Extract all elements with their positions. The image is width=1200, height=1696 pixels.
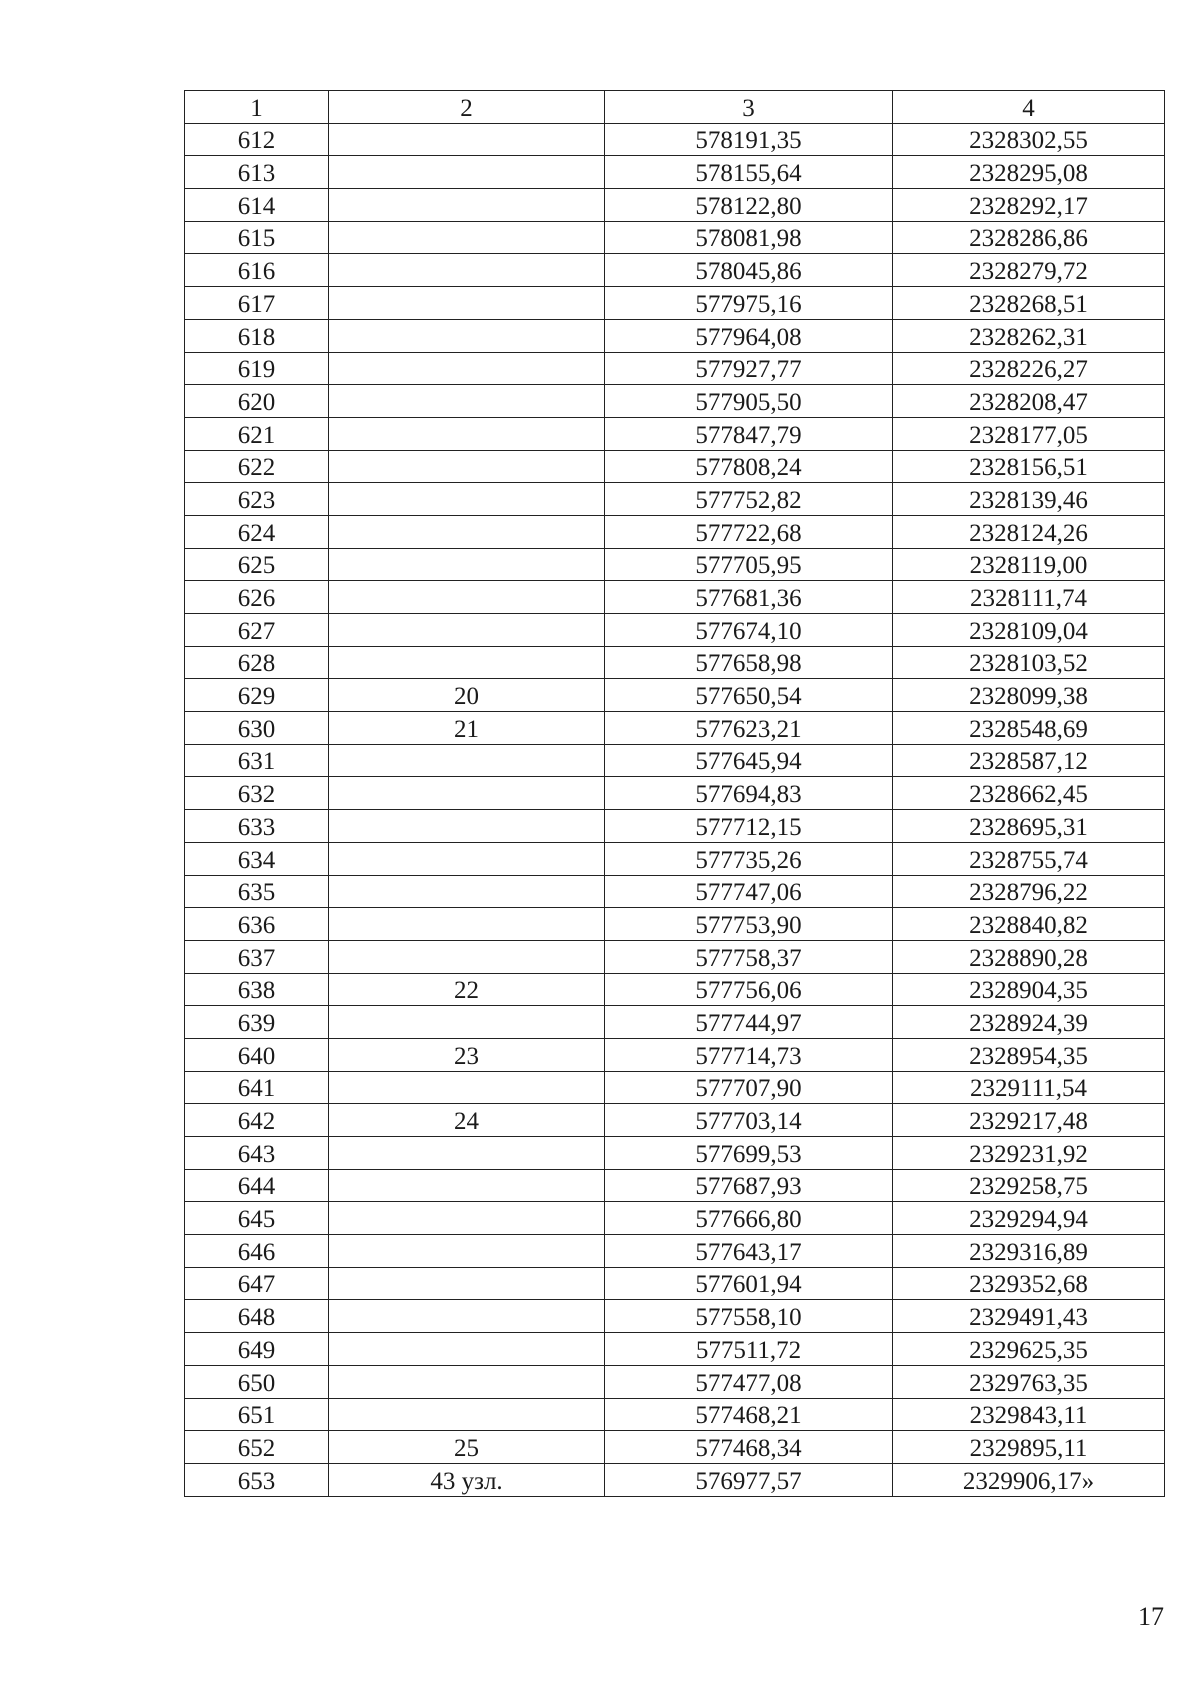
y-coordinate-cell: 2328286,86 xyxy=(893,221,1165,254)
table-row xyxy=(185,712,1165,745)
y-coordinate-cell: 2328840,82 xyxy=(893,908,1165,941)
node-number-cell xyxy=(329,940,605,973)
point-number-cell: 651 xyxy=(185,1398,329,1431)
point-number-cell: 621 xyxy=(185,417,329,450)
x-coordinate-cell: 577558,10 xyxy=(605,1300,893,1333)
y-coordinate-cell: 2329906,17» xyxy=(893,1463,1165,1496)
table-row xyxy=(185,548,1165,581)
point-number-cell: 634 xyxy=(185,842,329,875)
y-coordinate-cell: 2329625,35 xyxy=(893,1333,1165,1366)
node-number-cell xyxy=(329,875,605,908)
node-number-cell xyxy=(329,908,605,941)
table-row xyxy=(185,810,1165,843)
table-row xyxy=(185,1398,1165,1431)
point-number-cell: 642 xyxy=(185,1104,329,1137)
node-number-cell: 20 xyxy=(329,679,605,712)
x-coordinate-cell: 577752,82 xyxy=(605,483,893,516)
node-number-cell xyxy=(329,614,605,647)
node-number-cell xyxy=(329,287,605,320)
y-coordinate-cell: 2328156,51 xyxy=(893,450,1165,483)
node-number-cell xyxy=(329,221,605,254)
node-number-cell xyxy=(329,1006,605,1039)
y-coordinate-cell: 2328109,04 xyxy=(893,614,1165,647)
table-row xyxy=(185,1071,1165,1104)
point-number-cell: 645 xyxy=(185,1202,329,1235)
node-number-cell xyxy=(329,842,605,875)
x-coordinate-cell: 578191,35 xyxy=(605,123,893,156)
y-coordinate-cell: 2329491,43 xyxy=(893,1300,1165,1333)
point-number-cell: 636 xyxy=(185,908,329,941)
point-number-cell: 630 xyxy=(185,712,329,745)
table-row xyxy=(185,319,1165,352)
x-coordinate-cell: 577747,06 xyxy=(605,875,893,908)
x-coordinate-cell: 577694,83 xyxy=(605,777,893,810)
y-coordinate-cell: 2329316,89 xyxy=(893,1235,1165,1268)
x-coordinate-cell: 577758,37 xyxy=(605,940,893,973)
node-number-cell xyxy=(329,744,605,777)
point-number-cell: 653 xyxy=(185,1463,329,1496)
point-number-cell: 632 xyxy=(185,777,329,810)
point-number-cell: 648 xyxy=(185,1300,329,1333)
y-coordinate-cell: 2328279,72 xyxy=(893,254,1165,287)
y-coordinate-cell: 2328755,74 xyxy=(893,842,1165,875)
node-number-cell: 22 xyxy=(329,973,605,1006)
point-number-cell: 616 xyxy=(185,254,329,287)
node-number-cell xyxy=(329,1202,605,1235)
y-coordinate-cell: 2328292,17 xyxy=(893,189,1165,222)
y-coordinate-cell: 2328302,55 xyxy=(893,123,1165,156)
y-coordinate-cell: 2329111,54 xyxy=(893,1071,1165,1104)
point-number-cell: 613 xyxy=(185,156,329,189)
node-number-cell xyxy=(329,254,605,287)
y-coordinate-cell: 2328295,08 xyxy=(893,156,1165,189)
point-number-cell: 646 xyxy=(185,1235,329,1268)
x-coordinate-cell: 577808,24 xyxy=(605,450,893,483)
y-coordinate-cell: 2328103,52 xyxy=(893,646,1165,679)
point-number-cell: 650 xyxy=(185,1365,329,1398)
y-coordinate-cell: 2329294,94 xyxy=(893,1202,1165,1235)
point-number-cell: 652 xyxy=(185,1431,329,1464)
y-coordinate-cell: 2329843,11 xyxy=(893,1398,1165,1431)
y-coordinate-cell: 2328796,22 xyxy=(893,875,1165,908)
table-row xyxy=(185,1463,1165,1496)
y-coordinate-cell: 2329231,92 xyxy=(893,1137,1165,1170)
node-number-cell xyxy=(329,810,605,843)
y-coordinate-cell: 2328695,31 xyxy=(893,810,1165,843)
x-coordinate-cell: 577703,14 xyxy=(605,1104,893,1137)
node-number-cell xyxy=(329,1398,605,1431)
table-row xyxy=(185,221,1165,254)
y-coordinate-cell: 2328111,74 xyxy=(893,581,1165,614)
x-coordinate-cell: 577975,16 xyxy=(605,287,893,320)
table-row xyxy=(185,450,1165,483)
node-number-cell xyxy=(329,581,605,614)
y-coordinate-cell: 2328124,26 xyxy=(893,515,1165,548)
table-row xyxy=(185,777,1165,810)
y-coordinate-cell: 2328177,05 xyxy=(893,417,1165,450)
point-number-cell: 624 xyxy=(185,515,329,548)
node-number-cell xyxy=(329,385,605,418)
y-coordinate-cell: 2329217,48 xyxy=(893,1104,1165,1137)
x-coordinate-cell: 576977,57 xyxy=(605,1463,893,1496)
x-coordinate-cell: 577658,98 xyxy=(605,646,893,679)
x-coordinate-cell: 577714,73 xyxy=(605,1038,893,1071)
table-body xyxy=(185,123,1165,1496)
point-number-cell: 628 xyxy=(185,646,329,679)
table-row xyxy=(185,254,1165,287)
x-coordinate-cell: 577645,94 xyxy=(605,744,893,777)
y-coordinate-cell: 2328904,35 xyxy=(893,973,1165,1006)
x-coordinate-cell: 578045,86 xyxy=(605,254,893,287)
node-number-cell xyxy=(329,1300,605,1333)
y-coordinate-cell: 2329352,68 xyxy=(893,1267,1165,1300)
y-coordinate-cell: 2328268,51 xyxy=(893,287,1165,320)
node-number-cell xyxy=(329,156,605,189)
point-number-cell: 620 xyxy=(185,385,329,418)
node-number-cell xyxy=(329,646,605,679)
node-number-cell: 23 xyxy=(329,1038,605,1071)
node-number-cell: 43 узл. xyxy=(329,1463,605,1496)
y-coordinate-cell: 2329895,11 xyxy=(893,1431,1165,1464)
y-coordinate-cell: 2328119,00 xyxy=(893,548,1165,581)
x-coordinate-cell: 577468,21 xyxy=(605,1398,893,1431)
table-row xyxy=(185,483,1165,516)
point-number-cell: 633 xyxy=(185,810,329,843)
x-coordinate-cell: 577927,77 xyxy=(605,352,893,385)
point-number-cell: 618 xyxy=(185,319,329,352)
node-number-cell xyxy=(329,548,605,581)
table-row xyxy=(185,1038,1165,1071)
x-coordinate-cell: 577964,08 xyxy=(605,319,893,352)
node-number-cell xyxy=(329,189,605,222)
x-coordinate-cell: 578122,80 xyxy=(605,189,893,222)
table-row xyxy=(185,352,1165,385)
point-number-cell: 637 xyxy=(185,940,329,973)
table-row xyxy=(185,1235,1165,1268)
y-coordinate-cell: 2328954,35 xyxy=(893,1038,1165,1071)
point-number-cell: 627 xyxy=(185,614,329,647)
point-number-cell: 626 xyxy=(185,581,329,614)
x-coordinate-cell: 577707,90 xyxy=(605,1071,893,1104)
table-row xyxy=(185,940,1165,973)
x-coordinate-cell: 577623,21 xyxy=(605,712,893,745)
table-row xyxy=(185,1006,1165,1039)
x-coordinate-cell: 577699,53 xyxy=(605,1137,893,1170)
point-number-cell: 622 xyxy=(185,450,329,483)
table-row xyxy=(185,417,1165,450)
table-row xyxy=(185,614,1165,647)
x-coordinate-cell: 577687,93 xyxy=(605,1169,893,1202)
coordinates-table xyxy=(184,90,1165,1497)
node-number-cell xyxy=(329,1169,605,1202)
table-row xyxy=(185,679,1165,712)
y-coordinate-cell: 2328099,38 xyxy=(893,679,1165,712)
table-row xyxy=(185,1365,1165,1398)
point-number-cell: 617 xyxy=(185,287,329,320)
table-row xyxy=(185,287,1165,320)
point-number-cell: 638 xyxy=(185,973,329,1006)
y-coordinate-cell: 2328587,12 xyxy=(893,744,1165,777)
y-coordinate-cell: 2328262,31 xyxy=(893,319,1165,352)
x-coordinate-cell: 577756,06 xyxy=(605,973,893,1006)
header-cell-4: 4 xyxy=(893,91,1165,124)
x-coordinate-cell: 577468,34 xyxy=(605,1431,893,1464)
table-row xyxy=(185,875,1165,908)
point-number-cell: 629 xyxy=(185,679,329,712)
page-number: 17 xyxy=(1138,1602,1164,1631)
point-number-cell: 644 xyxy=(185,1169,329,1202)
x-coordinate-cell: 577650,54 xyxy=(605,679,893,712)
table-row xyxy=(185,1202,1165,1235)
point-number-cell: 639 xyxy=(185,1006,329,1039)
point-number-cell: 649 xyxy=(185,1333,329,1366)
x-coordinate-cell: 577735,26 xyxy=(605,842,893,875)
node-number-cell: 21 xyxy=(329,712,605,745)
node-number-cell xyxy=(329,515,605,548)
node-number-cell xyxy=(329,319,605,352)
table-row xyxy=(185,744,1165,777)
y-coordinate-cell: 2328226,27 xyxy=(893,352,1165,385)
node-number-cell xyxy=(329,1235,605,1268)
table-row xyxy=(185,1333,1165,1366)
x-coordinate-cell: 577712,15 xyxy=(605,810,893,843)
table-row xyxy=(185,646,1165,679)
y-coordinate-cell: 2328924,39 xyxy=(893,1006,1165,1039)
table-row xyxy=(185,581,1165,614)
x-coordinate-cell: 577753,90 xyxy=(605,908,893,941)
point-number-cell: 640 xyxy=(185,1038,329,1071)
header-cell-3: 3 xyxy=(605,91,893,124)
node-number-cell: 24 xyxy=(329,1104,605,1137)
point-number-cell: 647 xyxy=(185,1267,329,1300)
y-coordinate-cell: 2329258,75 xyxy=(893,1169,1165,1202)
y-coordinate-cell: 2328139,46 xyxy=(893,483,1165,516)
table-row xyxy=(185,1169,1165,1202)
x-coordinate-cell: 577722,68 xyxy=(605,515,893,548)
node-number-cell xyxy=(329,417,605,450)
table-row xyxy=(185,973,1165,1006)
table-row xyxy=(185,1431,1165,1464)
point-number-cell: 641 xyxy=(185,1071,329,1104)
header-cell-2: 2 xyxy=(329,91,605,124)
point-number-cell: 614 xyxy=(185,189,329,222)
y-coordinate-cell: 2328662,45 xyxy=(893,777,1165,810)
node-number-cell xyxy=(329,1365,605,1398)
node-number-cell xyxy=(329,483,605,516)
table-row xyxy=(185,156,1165,189)
node-number-cell xyxy=(329,450,605,483)
y-coordinate-cell: 2328890,28 xyxy=(893,940,1165,973)
node-number-cell xyxy=(329,352,605,385)
x-coordinate-cell: 577601,94 xyxy=(605,1267,893,1300)
node-number-cell xyxy=(329,1267,605,1300)
x-coordinate-cell: 578081,98 xyxy=(605,221,893,254)
point-number-cell: 635 xyxy=(185,875,329,908)
table-row xyxy=(185,908,1165,941)
table-row xyxy=(185,189,1165,222)
x-coordinate-cell: 577847,79 xyxy=(605,417,893,450)
point-number-cell: 623 xyxy=(185,483,329,516)
point-number-cell: 625 xyxy=(185,548,329,581)
node-number-cell xyxy=(329,1071,605,1104)
x-coordinate-cell: 578155,64 xyxy=(605,156,893,189)
x-coordinate-cell: 577643,17 xyxy=(605,1235,893,1268)
node-number-cell xyxy=(329,1333,605,1366)
table-header-row xyxy=(185,91,1165,124)
x-coordinate-cell: 577744,97 xyxy=(605,1006,893,1039)
table-row xyxy=(185,515,1165,548)
table-row xyxy=(185,1137,1165,1170)
point-number-cell: 619 xyxy=(185,352,329,385)
point-number-cell: 631 xyxy=(185,744,329,777)
x-coordinate-cell: 577681,36 xyxy=(605,581,893,614)
table-row xyxy=(185,1267,1165,1300)
table-row xyxy=(185,1104,1165,1137)
point-number-cell: 612 xyxy=(185,123,329,156)
node-number-cell xyxy=(329,777,605,810)
table-row xyxy=(185,123,1165,156)
x-coordinate-cell: 577666,80 xyxy=(605,1202,893,1235)
table-row xyxy=(185,1300,1165,1333)
x-coordinate-cell: 577477,08 xyxy=(605,1365,893,1398)
point-number-cell: 643 xyxy=(185,1137,329,1170)
y-coordinate-cell: 2328208,47 xyxy=(893,385,1165,418)
y-coordinate-cell: 2329763,35 xyxy=(893,1365,1165,1398)
node-number-cell xyxy=(329,1137,605,1170)
x-coordinate-cell: 577705,95 xyxy=(605,548,893,581)
table-row xyxy=(185,385,1165,418)
header-cell-1: 1 xyxy=(185,91,329,124)
point-number-cell: 615 xyxy=(185,221,329,254)
y-coordinate-cell: 2328548,69 xyxy=(893,712,1165,745)
x-coordinate-cell: 577905,50 xyxy=(605,385,893,418)
x-coordinate-cell: 577511,72 xyxy=(605,1333,893,1366)
table-row xyxy=(185,842,1165,875)
node-number-cell xyxy=(329,123,605,156)
x-coordinate-cell: 577674,10 xyxy=(605,614,893,647)
node-number-cell: 25 xyxy=(329,1431,605,1464)
